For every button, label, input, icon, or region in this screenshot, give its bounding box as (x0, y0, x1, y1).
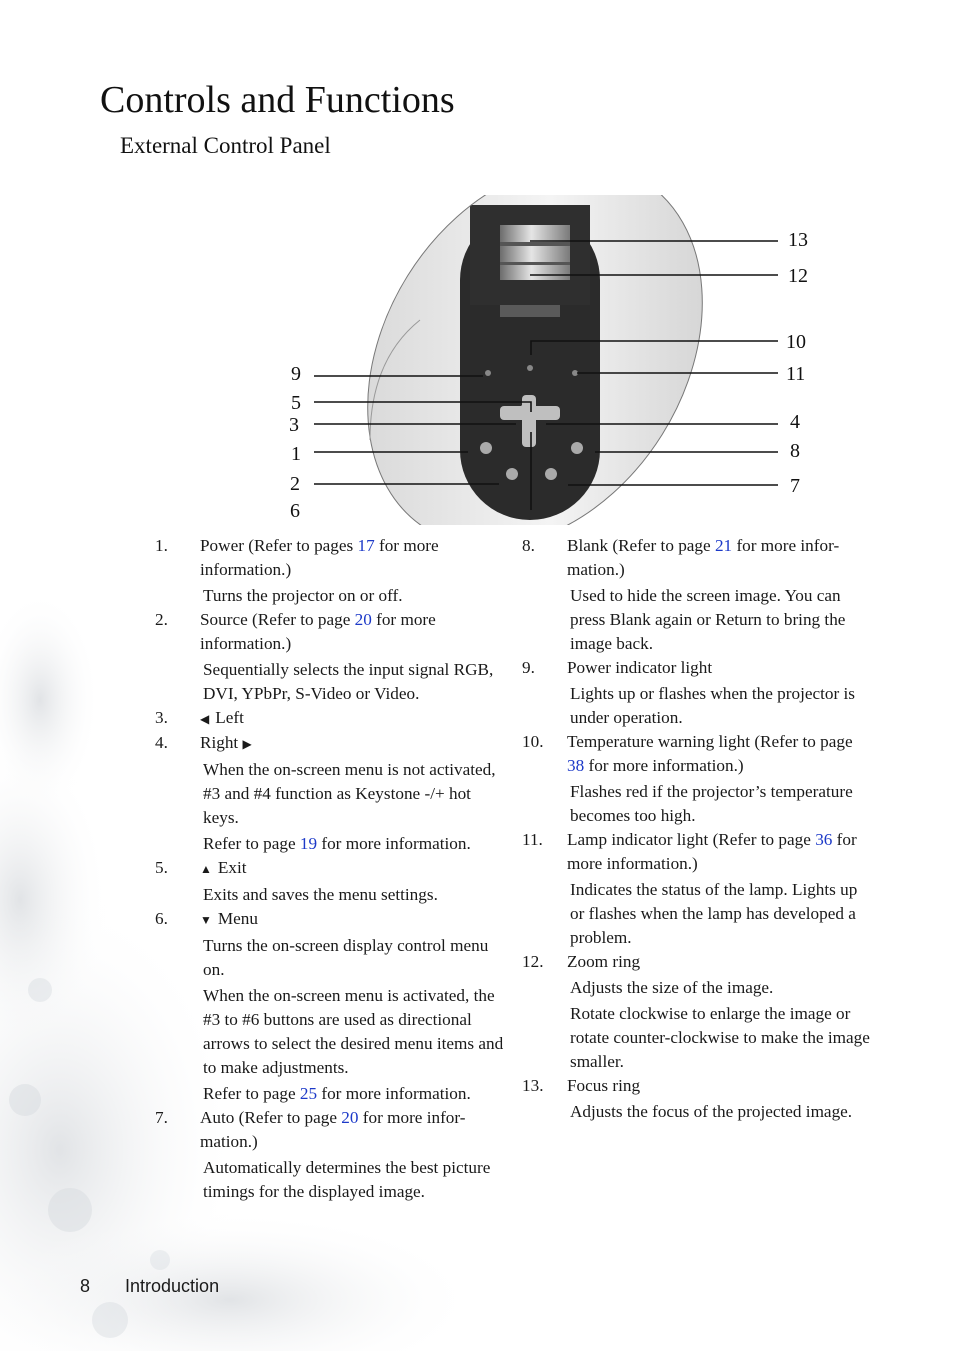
item-number: 7. (155, 1108, 168, 1127)
item-heading: Power indicator light (567, 658, 713, 677)
item-heading: Menu (217, 909, 258, 928)
item-number: 6. (155, 909, 168, 928)
up-triangle-icon: ▲ (200, 862, 212, 876)
item-heading: Power (Refer to pages (200, 536, 358, 555)
item-number: 10. (522, 732, 544, 751)
callout-7: 7 (790, 475, 800, 497)
callout-12: 12 (788, 265, 808, 287)
item-description: Sequentially selects the input signal RGB, DVI, YPbPr, S-Video or Video. (203, 660, 494, 703)
projector-photo (360, 195, 740, 525)
callout-10: 10 (786, 331, 806, 353)
item-number: 1. (155, 536, 168, 555)
page-link[interactable]: 20 (341, 1108, 359, 1127)
list-item (155, 608, 507, 706)
page-link[interactable]: 25 (299, 1084, 318, 1103)
item-number: 4. (155, 733, 168, 752)
item-description: Used to hide the screen image. You can press Blank again or Return to bring the image back. (570, 586, 846, 653)
item-number: 2. (155, 610, 168, 629)
ref-text-tail: for more information. (317, 834, 471, 853)
page-link[interactable]: 21 (714, 536, 733, 555)
control-panel-diagram (280, 195, 840, 525)
item-heading: Blank (Refer to page (567, 536, 715, 555)
left-triangle-icon: ◀ (200, 712, 210, 726)
list-item (522, 656, 874, 730)
item-heading: Source (Refer to page (200, 610, 355, 629)
page-title: Controls and Functions (100, 79, 455, 121)
page-number: 8 (80, 1276, 91, 1296)
item-heading-tail: for more infor-mation.) (200, 1108, 466, 1151)
ref-text: Refer to page (203, 1084, 300, 1103)
callout-2: 2 (290, 473, 300, 495)
page-link[interactable]: 36 (815, 830, 833, 849)
list-item (155, 731, 507, 856)
item-heading: Auto (Refer to page (200, 1108, 342, 1127)
callout-9: 9 (291, 363, 301, 385)
item-description: Indicates the status of the lamp. Lights up or flashes when the lamp has developed a problem. (570, 880, 858, 947)
item-description: Turns the on-screen display control menu on. (203, 936, 489, 979)
item-description: Rotate clockwise to enlarge the image or rotate counter-clockwise to make the image smaller. (570, 1004, 870, 1071)
callout-8: 8 (790, 440, 800, 462)
item-heading-tail: for more information.) (200, 610, 436, 653)
page-link[interactable]: 20 (354, 610, 372, 629)
list-item (522, 534, 874, 656)
list-item (155, 1106, 507, 1204)
page-link[interactable]: 19 (299, 834, 318, 853)
callout-6: 6 (290, 500, 300, 522)
item-heading: Temperature warning light (Refer to page (567, 732, 853, 751)
item-heading-tail: for more information.) (567, 830, 857, 873)
item-description: Flashes red if the projector’s temperature becomes too high. (570, 782, 853, 825)
ref-text: Refer to page (203, 834, 300, 853)
item-heading: Right (200, 733, 239, 752)
item-heading: Lamp indicator light (Refer to page (567, 830, 816, 849)
item-description: Turns the projector on or off. (203, 586, 403, 605)
item-heading-tail: for more information.) (200, 536, 439, 579)
item-number: 9. (522, 658, 535, 677)
item-number: 3. (155, 708, 168, 727)
page-footer (80, 1276, 219, 1297)
item-heading-tail: for more information.) (584, 756, 744, 775)
item-description: Adjusts the size of the image. (570, 978, 774, 997)
list-item (155, 856, 507, 907)
right-column (522, 534, 874, 1124)
list-item (522, 1074, 874, 1124)
page-link[interactable]: 17 (357, 536, 375, 555)
footer-section: Introduction (125, 1276, 220, 1296)
item-number: 12. (522, 952, 544, 971)
list-item (522, 950, 874, 1074)
item-number: 8. (522, 536, 535, 555)
section-subtitle: External Control Panel (120, 133, 331, 158)
item-heading: Zoom ring (567, 952, 641, 971)
left-column (155, 534, 507, 1204)
callout-5: 5 (291, 392, 301, 414)
callout-4: 4 (790, 411, 800, 433)
list-item (522, 828, 874, 950)
list-item (155, 907, 507, 1106)
item-number: 5. (155, 858, 168, 877)
list-item (522, 730, 874, 828)
item-heading: Left (215, 708, 244, 727)
item-description: Automatically determines the best picture timings for the displayed image. (203, 1158, 491, 1201)
item-heading-tail: for more infor-mation.) (567, 536, 840, 579)
item-number: 11. (522, 830, 543, 849)
list-item (155, 534, 507, 608)
callout-13: 13 (788, 229, 808, 251)
item-description: When the on-screen menu is activated, the #3 to #6 buttons are used as directional arrows to select the desired menu items and to make adjustments. (203, 986, 504, 1077)
item-description: Adjusts the focus of the projected image. (570, 1102, 853, 1121)
page-link[interactable]: 38 (567, 756, 585, 775)
down-triangle-icon: ▼ (200, 913, 212, 927)
item-description: Lights up or flashes when the projector is under operation. (570, 684, 855, 727)
item-heading: Exit (217, 858, 247, 877)
item-number: 13. (522, 1076, 544, 1095)
ref-text-tail: for more information. (317, 1084, 471, 1103)
right-triangle-icon: ▶ (242, 737, 252, 751)
item-description: Exits and saves the menu settings. (203, 885, 438, 904)
callout-1: 1 (291, 443, 301, 465)
list-item (155, 706, 507, 731)
callout-3: 3 (289, 414, 299, 436)
callout-11: 11 (786, 363, 806, 385)
item-heading: Focus ring (567, 1076, 641, 1095)
item-description: When the on-screen menu is not activated, #3 and #4 function as Keystone -/+ hot keys. (203, 760, 496, 827)
